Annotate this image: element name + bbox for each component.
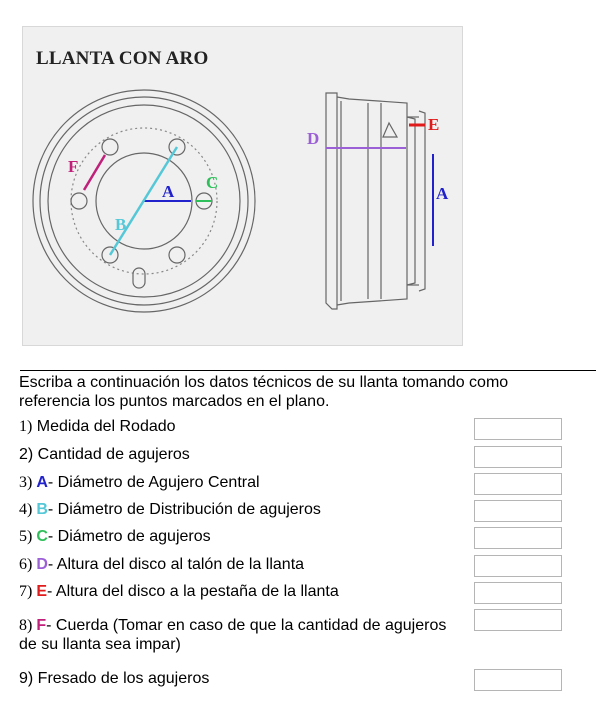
question-text: Medida del Rodado: [32, 418, 176, 435]
question-5: [19, 527, 459, 546]
question-9: [19, 669, 459, 688]
answer-field-9[interactable]: [474, 669, 562, 691]
label-a-side: A: [436, 184, 449, 203]
answer-field-1[interactable]: [474, 418, 562, 440]
question-key-letter: C: [36, 528, 48, 545]
question-number: 5): [19, 528, 37, 545]
answer-field-7[interactable]: [474, 582, 562, 604]
question-6: [19, 555, 459, 574]
question-text: - Cuerda (Tomar en caso de que la cantidad de agujeros de su llanta sea impar): [19, 617, 447, 653]
question-8: [19, 616, 459, 654]
question-number: 2): [19, 446, 34, 463]
question-number: 8): [19, 617, 37, 634]
wheel-diagram-panel: [22, 26, 463, 346]
question-key-letter: B: [36, 501, 48, 518]
question-text: - Altura del disco al talón de la llanta: [47, 556, 305, 573]
question-text: - Altura del disco a la pestaña de la llanta: [47, 583, 339, 600]
label-b: B: [115, 215, 127, 234]
wheel-diagram: [23, 27, 464, 347]
label-d: D: [307, 129, 320, 148]
label-e: E: [428, 115, 440, 134]
bolt-hole: [71, 193, 87, 209]
question-number: 4): [19, 501, 37, 518]
question-key-letter: A: [36, 474, 48, 491]
question-text: - Diámetro de Agujero Central: [47, 474, 260, 491]
answer-field-6[interactable]: [474, 555, 562, 577]
question-7: [19, 582, 459, 601]
question-key-letter: F: [36, 617, 47, 634]
question-text: Fresado de los agujeros: [33, 670, 210, 687]
question-number: 9): [19, 670, 34, 687]
label-c: C: [206, 173, 219, 192]
label-a: A: [162, 182, 175, 201]
question-number: 6): [19, 556, 37, 573]
bolt-hole: [169, 247, 185, 263]
answer-field-3[interactable]: [474, 473, 562, 495]
diagram-title: LLANTA CON ARO: [36, 48, 209, 69]
question-key-letter: E: [36, 583, 47, 600]
question-text: - Diámetro de agujeros: [47, 528, 211, 545]
question-number: 7): [19, 583, 37, 600]
instructions-text: Escriba a continuación los datos técnicos de su llanta tomando como referencia los puntos marcados en el plano.: [19, 374, 509, 410]
bolt-hole: [102, 139, 118, 155]
label-f: F: [68, 157, 79, 176]
question-text: - Diámetro de Distribución de agujeros: [47, 501, 321, 518]
answer-field-5[interactable]: [474, 527, 562, 549]
question-number: 3): [19, 474, 37, 491]
section-divider: [20, 370, 596, 371]
question-3: [19, 473, 459, 492]
question-text: Cantidad de agujeros: [33, 446, 190, 463]
answer-field-2[interactable]: [474, 446, 562, 468]
question-1: [19, 417, 459, 436]
question-2: [19, 445, 459, 464]
dimension-line-f: [84, 155, 105, 190]
answer-field-4[interactable]: [474, 500, 562, 522]
question-key-letter: D: [36, 556, 48, 573]
question-number: 1): [19, 418, 33, 435]
answer-field-8[interactable]: [474, 609, 562, 631]
question-4: [19, 500, 459, 519]
